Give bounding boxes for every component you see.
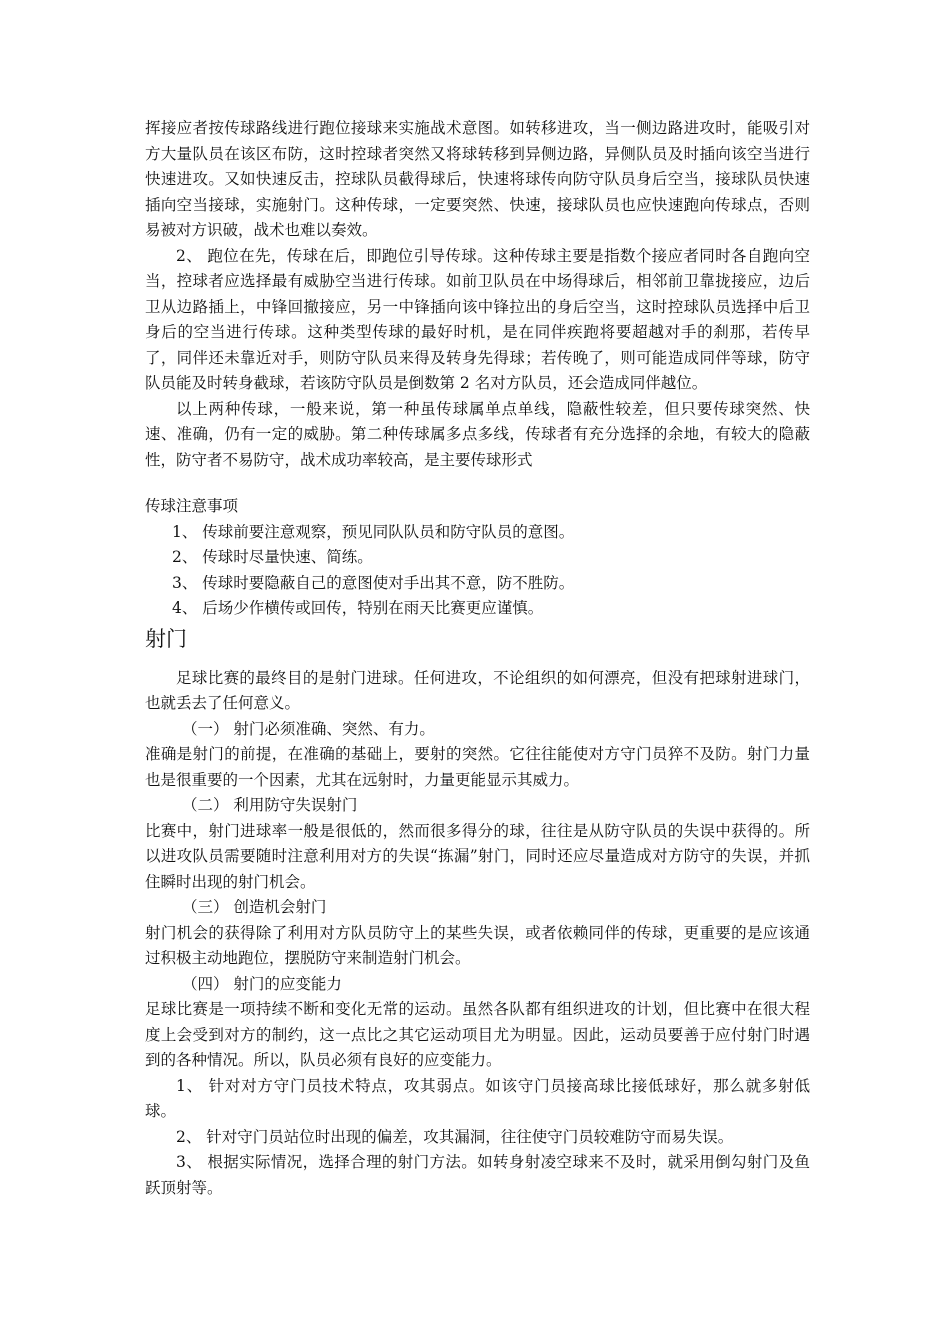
subsection-title: （四） 射门的应变能力 — [182, 974, 342, 993]
notes-item: 1、 传球前要注意观察，预见同队队员和防守队员的意图。 — [172, 522, 575, 541]
subsection-body: 射门机会的获得除了利用对方队员防守上的某些失误，或者依赖同伴的传球，更重要的是应该通过积极主动地跑位，摆脱防守来制造射门机会。 — [145, 923, 810, 967]
shooting-point: 2、 针对守门员站位时出现的偏差，攻其漏洞，往往使守门员较难防守而易失误。 — [176, 1127, 734, 1146]
shooting-point: 3、 根据实际情况，选择合理的射门方法。如转身射凌空球来不及时，就采用倒勾射门及鱼跃顶射等。 — [145, 1153, 810, 1197]
subsection-body: 足球比赛是一项持续不断和变化无常的运动。虽然各队都有组织进攻的计划，但比赛中在很大程度上会受到对方的制约，这一点比之其它运动项目尤为明显。因此，运动员要善于应付射门时遇到的各种情况。所以，队员必须有良好的应变能力。 — [145, 1000, 810, 1069]
subsection-title: （三） 创造机会射门 — [182, 898, 327, 916]
subsection-body: 准确是射门的前提，在准确的基础上，要射的突然。它往往能使对方守门员猝不及防。射门力量也是很重要的一个因素，尤其在远射时，力量更能显示其威力。 — [145, 745, 810, 789]
notes-title: 传球注意事项 — [145, 497, 239, 515]
spacer — [145, 473, 810, 494]
subsection-title: （一） 射门必须准确、突然、有力。 — [182, 719, 435, 738]
notes-item: 3、 传球时要隐蔽自己的意图使对手出其不意，防不胜防。 — [172, 573, 575, 592]
paragraph-pass-tactics: 挥接应者按传球路线进行跑位接球来实施战术意图。如转移进攻，当一侧边路进攻时，能吸引对方大量队员在该区布防，这时控球者突然又将球转移到异侧边路，异侧队员及时插向该空当进行快速进攻。又如快速反击，控球队员截得球后，快速将球传向防守队员身后空当，接球队员快速插向空当接球，实施射门。这种传球，一定要突然、快速，接球队员也应快速跑向传球点，否则易被对方识破，战术也难以奏效。 — [145, 119, 810, 239]
paragraph-run-first: 2、 跑位在先，传球在后，即跑位引导传球。这种传球主要是指数个接应者同时各自跑向空当，控球者应选择最有威胁空当进行传球。如前卫队员在中场得球后，相邻前卫靠拢接应，边后卫从边路插上，中锋回撤接应，另一中锋插向该中锋拉出的身后空当，这时控球队员选择中后卫身后的空当进行传球。这种类型传球的最好时机，是在同伴疾跑将要超越对手的刹那，若传早了，同伴还未靠近对手，则防守队员来得及转身先得球；若传晚了，则可能造成同伴等球，防守队员能及时转身截球，若该防守队员是倒数第 2 名对方队员，还会造成同伴越位。 — [145, 246, 810, 392]
document-page — [145, 116, 810, 1201]
shooting-intro: 足球比赛的最终目的是射门进球。任何进攻，不论组织的如何漂亮，但没有把球射进球门，也就丢去了任何意义。 — [145, 668, 810, 712]
notes-item: 2、 传球时尽量快速、简练。 — [172, 548, 373, 566]
subsection-title: （二） 利用防守失误射门 — [182, 796, 358, 814]
notes-item: 4、 后场少作横传或回传，特别在雨天比赛更应谨慎。 — [172, 599, 544, 617]
paragraph-summary: 以上两种传球，一般来说，第一种虽传球属单点单线，隐蔽性较差，但只要传球突然、快速、准确，仍有一定的威胁。第二种传球属多点多线，传球者有充分选择的余地，有较大的隐蔽性，防守者不易防守，战术成功率较高，是主要传球形式 — [145, 399, 810, 469]
subsection-body: 比赛中，射门进球率一般是很低的，然而很多得分的球，往往是从防守队员的失误中获得的。所以进攻队员需要随时注意利用对方的失误“拣漏”射门，同时还应尽量造成对方防守的失误，并抓住瞬时出现的射门机会。 — [145, 821, 810, 891]
shooting-point: 1、 针对对方守门员技术特点，攻其弱点。如该守门员接高球比接低球好，那么就多射低球。 — [145, 1076, 810, 1120]
section-heading-shooting: 射门 — [145, 626, 187, 651]
